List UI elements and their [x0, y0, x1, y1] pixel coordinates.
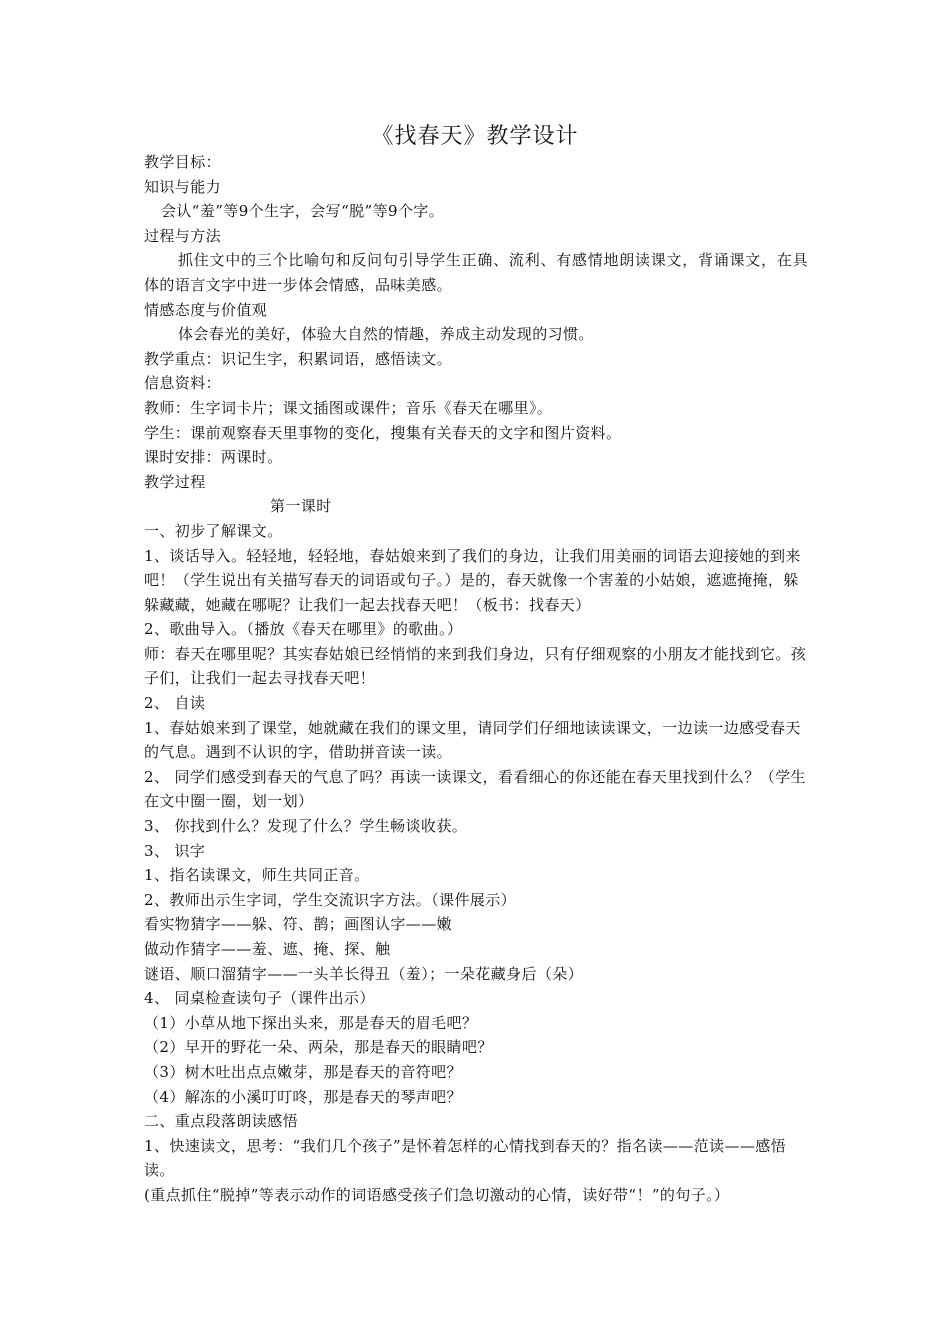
- sentence-item: （3）树木吐出点点嫩芽，那是春天的音符吧？: [144, 1062, 462, 1081]
- paragraph: 学生：课前观察春天里事物的变化，搜集有关春天的文字和图片资料。: [144, 423, 622, 442]
- section-heading: 教学目标：: [144, 153, 222, 171]
- section-heading: 一、初步了解课文。: [144, 521, 283, 540]
- paragraph: 3、 你找到什么？发现了什么？学生畅谈收获。: [144, 817, 468, 836]
- paragraph: 做动作猜字——羞、遮、掩、探、触: [144, 940, 391, 958]
- section-heading: 信息资料：: [144, 374, 222, 393]
- paragraph: 1、指名读课文，师生共同正音。: [144, 866, 370, 885]
- lesson-heading: 第一课时: [270, 497, 332, 516]
- paragraph: (重点抓住“脱掉”等表示动作的词语感受孩子们急切激动的心情，读好带“！”的句子。）: [144, 1185, 730, 1204]
- paragraph: 2、教师出示生字词，学生交流识字方法。（课件展示）: [144, 890, 517, 909]
- paragraph: 1、谈话导入。轻轻地，轻轻地，春姑娘来到了我们的身边，让我们用美丽的词语去迎接她的到来吧！（学生说出有关描写春天的词语或句子。）是的，春天就像一个害羞的小姑娘，遮遮掩掩，躲躲藏藏，她藏在哪呢？让我们一起去找春天吧！（板书：找春天）: [144, 546, 801, 614]
- paragraph: 谜语、顺口溜猜字——一头羊长得丑（羞）；一朵花藏身后（朵）: [144, 964, 584, 983]
- document-body: [144, 150, 808, 1208]
- paragraph: 1、春姑娘来到了课堂，她就藏在我们的课文里，请同学们仔细地读读课文，一边读一边感受春天的气息。遇到不认识的字，借助拼音读一读。: [144, 718, 801, 762]
- paragraph: 抓住文中的三个比喻句和反问句引导学生正确、流利、有感情地朗读课文，背诵课文，在具体的语言文字中进一步体会情感，品味美感。: [144, 251, 808, 294]
- paragraph: 1、快速读文，思考：“我们几个孩子”是怀着怎样的心情找到春天的？指名读——范读——感悟读。: [144, 1136, 787, 1180]
- paragraph: 教学重点：识记生字，积累词语，感悟读文。: [144, 349, 453, 368]
- section-heading: 教学过程: [144, 472, 206, 491]
- subsection-heading: 知识与能力: [144, 177, 222, 196]
- section-heading: 2、 自读: [144, 694, 206, 713]
- paragraph: 2、歌曲导入。（播放《春天在哪里》的歌曲。）: [144, 620, 463, 639]
- paragraph: 2、 同学们感受到春天的气息了吗？再读一读课文，看看细心的你还能在春天里找到什么？（学生在文中圈一圈，划一划）: [144, 767, 806, 811]
- paragraph: 课时安排：两课时。: [144, 448, 283, 467]
- document-title: 《找春天》教学设计: [371, 124, 579, 149]
- sentence-item: （1）小草从地下探出头来，那是春天的眉毛吧？: [144, 1013, 478, 1032]
- sentence-item: （2）早开的野花一朵、两朵，那是春天的眼睛吧？: [144, 1038, 493, 1057]
- paragraph: 看实物猜字——躲、符、鹊；画图认字——嫩: [144, 915, 453, 934]
- subsection-heading: 情感态度与价值观: [144, 300, 268, 319]
- paragraph: 体会春光的美好，体验大自然的情趣，养成主动发现的习惯。: [178, 325, 594, 344]
- sentence-item: （4）解冻的小溪叮叮咚，那是春天的琴声吧？: [144, 1087, 462, 1106]
- subsection-heading: 过程与方法: [144, 226, 222, 245]
- section-heading: 二、重点段落朗读感悟: [144, 1112, 299, 1131]
- section-heading: 4、 同桌检查读句子（课件出示）: [144, 989, 375, 1008]
- paragraph: 会认“羞”等9个生字，会写“脱”等9个字。: [161, 202, 445, 221]
- paragraph: 师：春天在哪里呢？其实春姑娘已经悄悄的来到我们身边，只有仔细观察的小朋友才能找到它。孩子们，让我们一起去寻找春天吧！: [144, 644, 807, 688]
- paragraph: 教师：生字词卡片；课文插图或课件；音乐《春天在哪里》。: [144, 398, 553, 417]
- section-heading: 3、 识字: [144, 841, 206, 860]
